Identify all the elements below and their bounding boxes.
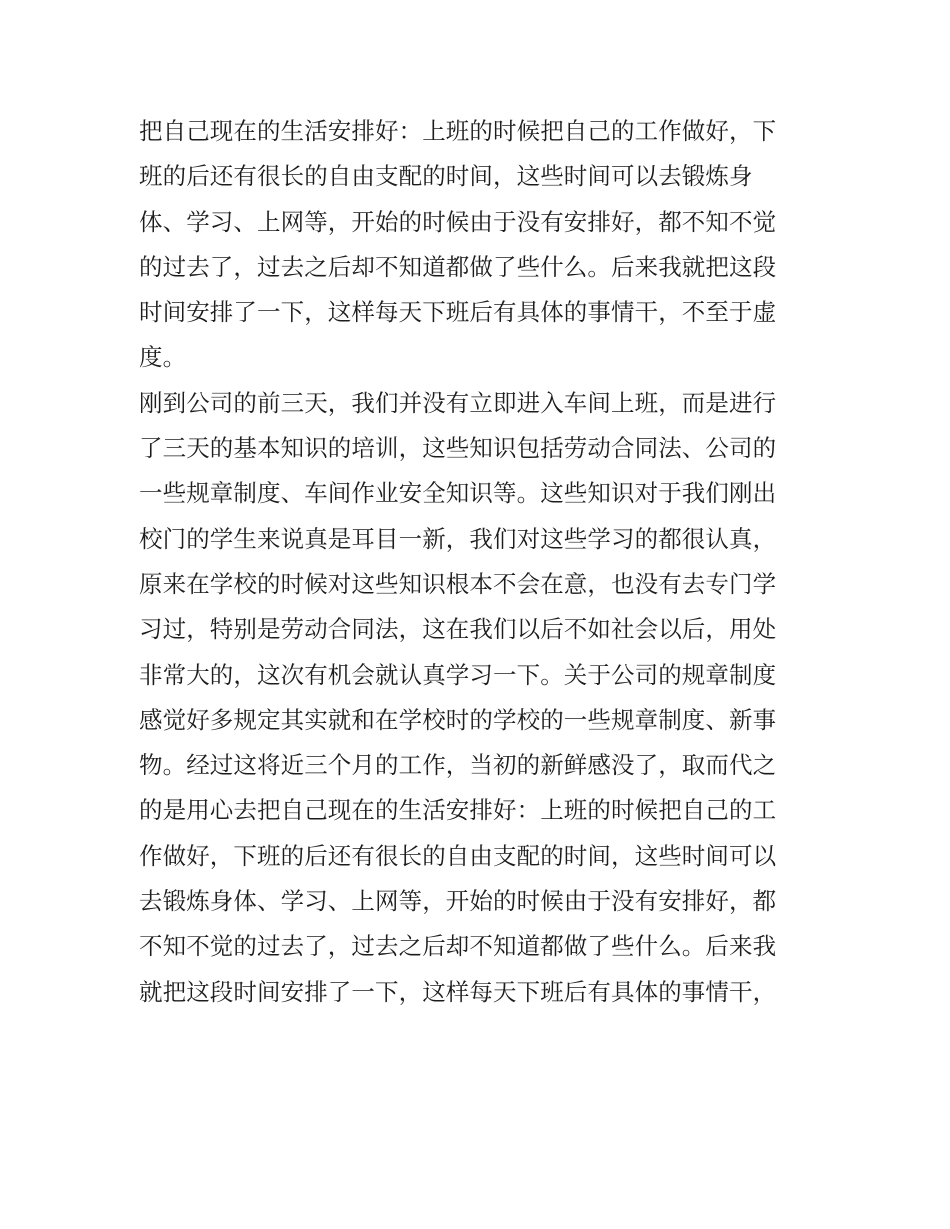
text-line: 物。经过这将近三个月的工作，当初的新鲜感没了，取而代之: [139, 751, 777, 780]
text-line: 习过，特别是劳动合同法，这在我们以后不如社会以后，用处: [139, 615, 777, 644]
text-line: 把自己现在的生活安排好：上班的时候把自己的工作做好，下: [139, 117, 777, 145]
text-line: 度。: [139, 343, 187, 372]
text-line: 作做好，下班的后还有很长的自由支配的时间，这些时间可以: [139, 841, 777, 870]
text-line: 的过去了，过去之后却不知道都做了些什么。后来我就把这段: [139, 252, 777, 281]
text-line: 的是用心去把自己现在的生活安排好：上班的时候把自己的工: [139, 796, 777, 825]
text-line: 不知不觉的过去了，过去之后却不知道都做了些什么。后来我: [139, 932, 777, 961]
text-line: 一些规章制度、车间作业安全知识等。这些知识对于我们刚出: [139, 479, 777, 508]
text-line: 时间安排了一下，这样每天下班后有具体的事情干，不至于虚: [139, 298, 777, 327]
text-line: 去锻炼身体、学习、上网等，开始的时候由于没有安排好，都: [139, 887, 777, 916]
text-line: 刚到公司的前三天，我们并没有立即进入车间上班，而是进行: [139, 388, 777, 417]
paragraph-2: [139, 381, 819, 1014]
text-line: 就把这段时间安排了一下，这样每天下班后有具体的事情干，: [139, 977, 777, 1006]
document-body: [139, 109, 819, 1015]
text-line: 非常大的，这次有机会就认真学习一下。关于公司的规章制度: [139, 660, 777, 689]
text-line: 感觉好多规定其实就和在学校时的学校的一些规章制度、新事: [139, 705, 777, 734]
text-line: 班的后还有很长的自由支配的时间，这些时间可以去锻炼身: [139, 162, 753, 191]
text-line: 原来在学校的时候对这些知识根本不会在意，也没有去专门学: [139, 569, 777, 598]
paragraph-1: [139, 109, 819, 379]
text-line: 了三天的基本知识的培训，这些知识包括劳动合同法、公司的: [139, 434, 777, 463]
text-line: 校门的学生来说真是耳目一新，我们对这些学习的都很认真，: [139, 524, 777, 553]
text-line: 体、学习、上网等，开始的时候由于没有安排好，都不知不觉: [139, 207, 777, 236]
